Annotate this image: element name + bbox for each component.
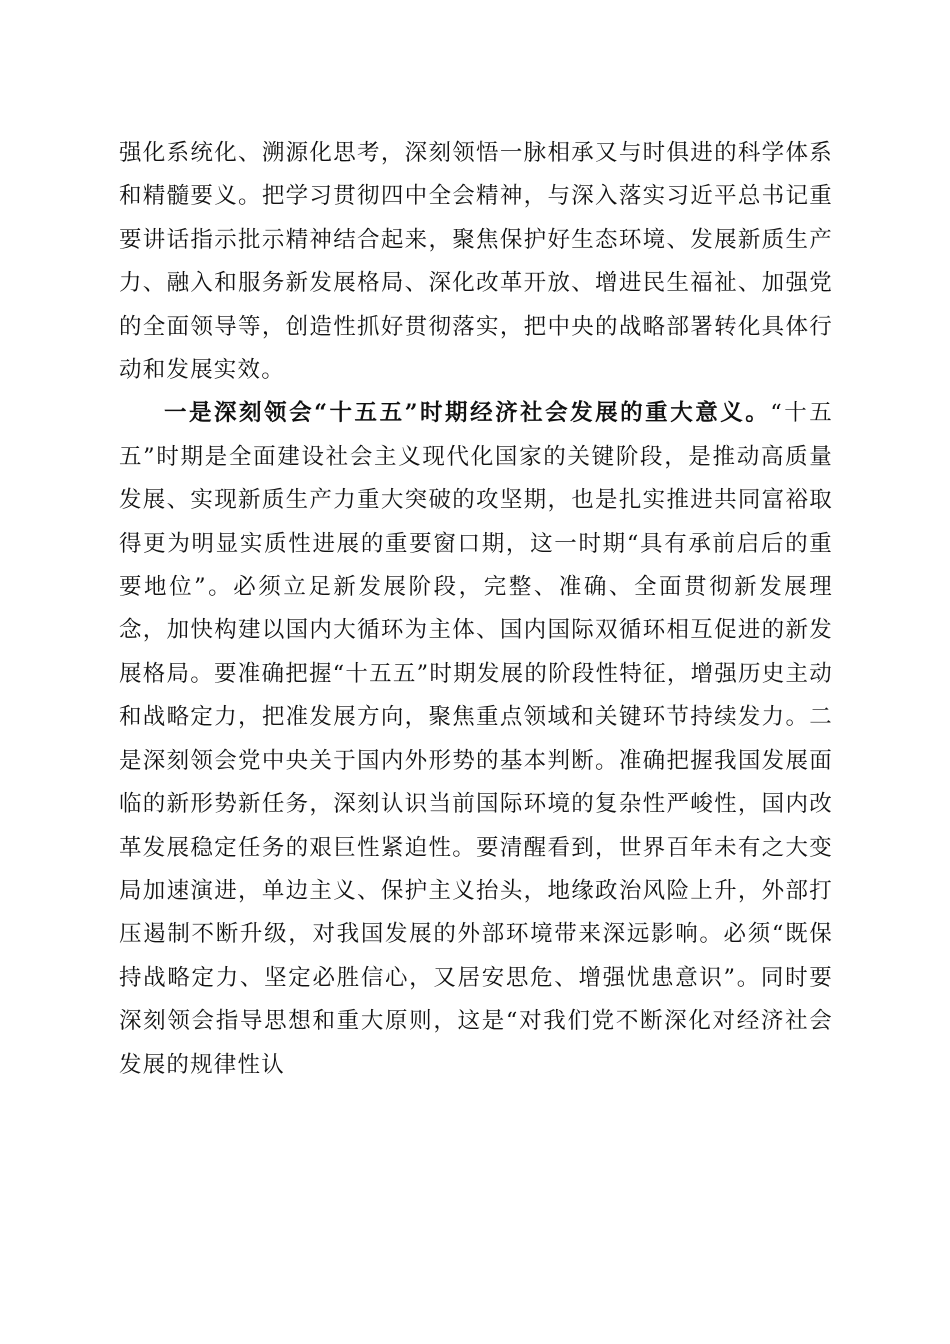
paragraph-text: 强化系统化、溯源化思考，深刻领悟一脉相承又与时俱进的科学体系和精髓要义。把学习贯彻四中全会精神，与深入落实习近平总书记重要讲话指示批示精神结合起来，聚焦保护好生态环境、发展新质生产力、融入和服务新发展格局、深化改革开放、增进民生福祉、加强党的全面领导等，创造性抓好贯彻落实，把中央的战略部署转化具体行动和发展实效。 <box>119 140 833 384</box>
document-body <box>119 132 833 1087</box>
paragraph-text: “十五五”时期是全面建设社会主义现代化国家的关键阶段，是推动高质量发展、实现新质生产力重大突破的攻坚期，也是扎实推进共同富裕取得更为明显实质性进展的重要窗口期，这一时期“具有承前启后的重要地位”。必须立足新发展阶段，完整、准确、全面贯彻新发展理念，加快构建以国内大循环为主体、国内国际双循环相互促进的新发展格局。要准确把握“十五五”时期发展的阶段性特征，增强历史主动和战略定力，把准发展方向，聚焦重点领域和关键环节持续发力。二是深刻领会党中央关于国内外形势的基本判断。准确把握我国发展面临的新形势新任务，深刻认识当前国际环境的复杂性严峻性，国内改革发展稳定任务的艰巨性紧迫性。要清醒看到，世界百年未有之大变局加速演进，单边主义、保护主义抬头，地缘政治风险上升，外部打压遏制不断升级，对我国发展的外部环境带来深远影响。必须“既保持战略定力、坚定必胜信心，又居安思危、增强忧患意识”。同时要深刻领会指导思想和重大原则，这是“对我们党不断深化对经济社会发展的规律性认 <box>119 400 833 1078</box>
paragraph-lead-heading: 一是深刻领会“十五五”时期经济社会发展的重大意义。 <box>164 400 771 427</box>
paragraph-significance <box>119 392 833 1087</box>
paragraph-continuation <box>119 132 833 392</box>
